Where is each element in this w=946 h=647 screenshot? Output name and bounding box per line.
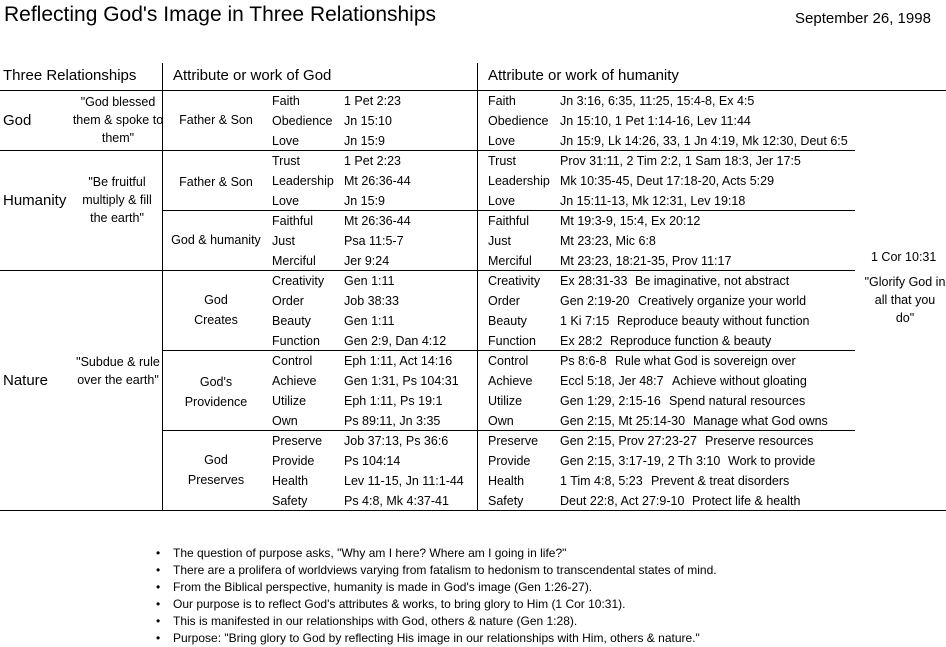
humanity-application: Rule what God is sovereign over <box>615 354 796 368</box>
column-divider <box>477 63 478 510</box>
group-god-creates: God Creates <box>194 293 238 327</box>
humanity-attribute: Utilize <box>488 394 523 408</box>
side-note-quote: "Glorify God in all that you do" <box>864 275 946 325</box>
humanity-application: Be imaginative, not abstract <box>635 274 790 288</box>
humanity-attribute: Own <box>488 414 514 428</box>
humanity-reference: Gen 2:15, Mt 25:14-30 <box>560 414 686 428</box>
header-three-relationships: Three Relationships <box>3 67 137 84</box>
humanity-reference: Mk 10:35-45, Deut 17:18-20, Acts 5:29 <box>560 174 775 188</box>
god-reference: Eph 1:11, Ps 19:1 <box>344 394 443 408</box>
humanity-reference: Mt 23:23, 18:21-35, Prov 11:17 <box>560 254 732 268</box>
humanity-attribute: Merciful <box>488 254 532 268</box>
humanity-application: Creatively organize your world <box>638 294 807 308</box>
god-attribute: Preserve <box>272 434 323 448</box>
humanity-reference: Deut 22:8, Act 27:9-10 <box>560 494 685 508</box>
section-divider <box>163 350 855 351</box>
bullet-item: • The question of purpose asks, "Why am I here? Where am I going in life?" <box>156 545 717 562</box>
humanity-application: Achieve without gloating <box>672 374 807 388</box>
bullet-item: • From the Biblical perspective, humanity is made in God's image (Gen 1:26-27). <box>156 579 717 596</box>
god-reference: Jn 15:9 <box>344 134 386 148</box>
humanity-application: Reproduce function & beauty <box>610 334 772 348</box>
humanity-reference: Mt 23:23, Mic 6:8 <box>560 234 656 248</box>
group-god-preserves: God Preserves <box>187 453 245 487</box>
humanity-attribute: Preserve <box>488 434 539 448</box>
god-attribute: Creativity <box>272 274 325 288</box>
god-attribute: Safety <box>272 494 308 508</box>
god-reference: Gen 1:11 <box>344 314 395 328</box>
header-attribute-of-humanity: Attribute or work of humanity <box>488 67 679 84</box>
relationship-nature: Nature <box>3 372 49 389</box>
humanity-attribute: Control <box>488 354 529 368</box>
humanity-reference: Jn 15:11-13, Mk 12:31, Lev 19:18 <box>560 194 746 208</box>
humanity-attribute: Obedience <box>488 114 549 128</box>
group-god-and-humanity: God & humanity <box>171 233 261 247</box>
humanity-attribute: Love <box>488 194 516 208</box>
god-reference: Job 38:33 <box>344 294 399 308</box>
god-attribute: Just <box>272 234 295 248</box>
god-attribute: Leadership <box>272 174 334 188</box>
humanity-reference: Eccl 5:18, Jer 48:7 <box>560 374 664 388</box>
humanity-attribute: Safety <box>488 494 524 508</box>
section-divider <box>163 210 855 211</box>
humanity-reference: Ex 28:31-33 <box>560 274 628 288</box>
god-attribute: Obedience <box>272 114 333 128</box>
humanity-attribute: Creativity <box>488 274 541 288</box>
group-gods-providence: God's Providence <box>184 375 248 409</box>
god-attribute: Own <box>272 414 298 428</box>
section-divider <box>0 270 855 271</box>
humanity-attribute: Trust <box>488 154 517 168</box>
god-reference: Ps 104:14 <box>344 454 401 468</box>
god-reference: Lev 11-15, Jn 11:1-44 <box>344 474 464 488</box>
relationship-humanity: Humanity <box>3 192 67 209</box>
humanity-attribute: Achieve <box>488 374 533 388</box>
quote-god: "God blessed them & spoke to them" <box>72 95 164 145</box>
god-attribute: Love <box>272 194 300 208</box>
god-reference: Ps 4:8, Mk 4:37-41 <box>344 494 449 508</box>
god-reference: Jer 9:24 <box>344 254 390 268</box>
god-attribute: Trust <box>272 154 301 168</box>
humanity-reference: Ex 28:2 <box>560 334 603 348</box>
page-title: Reflecting God's Image in Three Relationships <box>4 3 437 26</box>
humanity-attribute: Faith <box>488 94 516 108</box>
table-header-rule <box>0 90 946 91</box>
date: September 26, 1998 <box>795 10 931 27</box>
humanity-reference: Jn 3:16, 6:35, 11:25, 15:4-8, Ex 4:5 <box>560 94 755 108</box>
god-reference: 1 Pet 2:23 <box>344 94 401 108</box>
god-reference: 1 Pet 2:23 <box>344 154 401 168</box>
humanity-application: Spend natural resources <box>669 394 806 408</box>
humanity-reference: Ps 8:6-8 <box>560 354 607 368</box>
humanity-application: Prevent & treat disorders <box>651 474 790 488</box>
table-bottom-rule <box>0 510 946 511</box>
humanity-application: Protect life & health <box>692 494 801 508</box>
quote-humanity: "Be fruitful multiply & fill the earth" <box>82 175 152 225</box>
god-attribute: Provide <box>272 454 315 468</box>
humanity-attribute: Love <box>488 134 516 148</box>
god-attribute: Order <box>272 294 304 308</box>
humanity-attribute: Just <box>488 234 511 248</box>
humanity-attribute: Health <box>488 474 525 488</box>
god-attribute: Utilize <box>272 394 307 408</box>
quote-nature: "Subdue & rule over the earth" <box>76 355 160 387</box>
humanity-reference: 1 Ki 7:15 <box>560 314 610 328</box>
humanity-reference: Gen 1:29, 2:15-16 <box>560 394 661 408</box>
group-father-son-god: Father & Son <box>179 113 253 127</box>
humanity-attribute: Beauty <box>488 314 527 328</box>
humanity-attribute: Provide <box>488 454 531 468</box>
relationship-god: God <box>3 112 32 129</box>
side-note-reference: 1 Cor 10:31 <box>871 250 937 264</box>
god-attribute: Health <box>272 474 309 488</box>
humanity-reference: Gen 2:15, Prov 27:23-27 <box>560 434 697 448</box>
humanity-application: Work to provide <box>728 454 816 468</box>
header-attribute-of-god: Attribute or work of God <box>173 67 332 84</box>
section-divider <box>163 430 855 431</box>
god-reference: Gen 1:11 <box>344 274 395 288</box>
bullet-item: • Purpose: "Bring glory to God by reflecting His image in our relationships with Him, others & nature." <box>156 630 717 647</box>
humanity-reference: Jn 15:9, Lk 14:26, 33, 1 Jn 4:19, Mk 12:30, Deut 6:5 <box>560 134 848 148</box>
god-reference: Ps 89:11, Jn 3:35 <box>344 414 441 428</box>
humanity-reference: Mt 19:3-9, 15:4, Ex 20:12 <box>560 214 701 228</box>
god-reference: Mt 26:36-44 <box>344 174 411 188</box>
humanity-application: Manage what God owns <box>693 414 828 428</box>
humanity-reference: Jn 15:10, 1 Pet 1:14-16, Lev 11:44 <box>560 114 751 128</box>
bullet-item: • This is manifested in our relationships with God, others & nature (Gen 1:28). <box>156 613 717 630</box>
bullet-item: • Our purpose is to reflect God's attributes & works, to bring glory to Him (1 Cor 10:31). <box>156 596 717 613</box>
god-attribute: Faith <box>272 94 300 108</box>
humanity-reference: Gen 2:19-20 <box>560 294 630 308</box>
bullet-item: • There are a prolifera of worldviews varying from fatalism to hedonism to transcendental states of mind. <box>156 562 717 579</box>
humanity-application: Preserve resources <box>705 434 814 448</box>
god-attribute: Function <box>272 334 320 348</box>
humanity-attribute: Function <box>488 334 536 348</box>
humanity-attribute: Order <box>488 294 520 308</box>
humanity-reference: 1 Tim 4:8, 5:23 <box>560 474 643 488</box>
god-reference: Job 37:13, Ps 36:6 <box>344 434 449 448</box>
humanity-reference: Gen 2:15, 3:17-19, 2 Th 3:10 <box>560 454 721 468</box>
humanity-attribute: Faithful <box>488 214 529 228</box>
god-attribute: Love <box>272 134 300 148</box>
god-reference: Jn 15:10 <box>344 114 392 128</box>
god-attribute: Faithful <box>272 214 313 228</box>
god-attribute: Control <box>272 354 313 368</box>
god-reference: Jn 15:9 <box>344 194 386 208</box>
god-attribute: Merciful <box>272 254 316 268</box>
god-attribute: Beauty <box>272 314 311 328</box>
god-reference: Gen 1:31, Ps 104:31 <box>344 374 459 388</box>
purpose-bullet-list <box>156 545 717 647</box>
god-reference: Gen 2:9, Dan 4:12 <box>344 334 447 348</box>
humanity-application: Reproduce beauty without function <box>617 314 810 328</box>
god-reference: Eph 1:11, Act 14:16 <box>344 354 453 368</box>
god-reference: Psa 11:5-7 <box>344 234 404 248</box>
group-father-son-humanity: Father & Son <box>179 175 253 189</box>
god-attribute: Achieve <box>272 374 317 388</box>
humanity-attribute: Leadership <box>488 174 550 188</box>
section-divider <box>0 150 855 151</box>
humanity-reference: Prov 31:11, 2 Tim 2:2, 1 Sam 18:3, Jer 17:5 <box>560 154 801 168</box>
god-reference: Mt 26:36-44 <box>344 214 411 228</box>
